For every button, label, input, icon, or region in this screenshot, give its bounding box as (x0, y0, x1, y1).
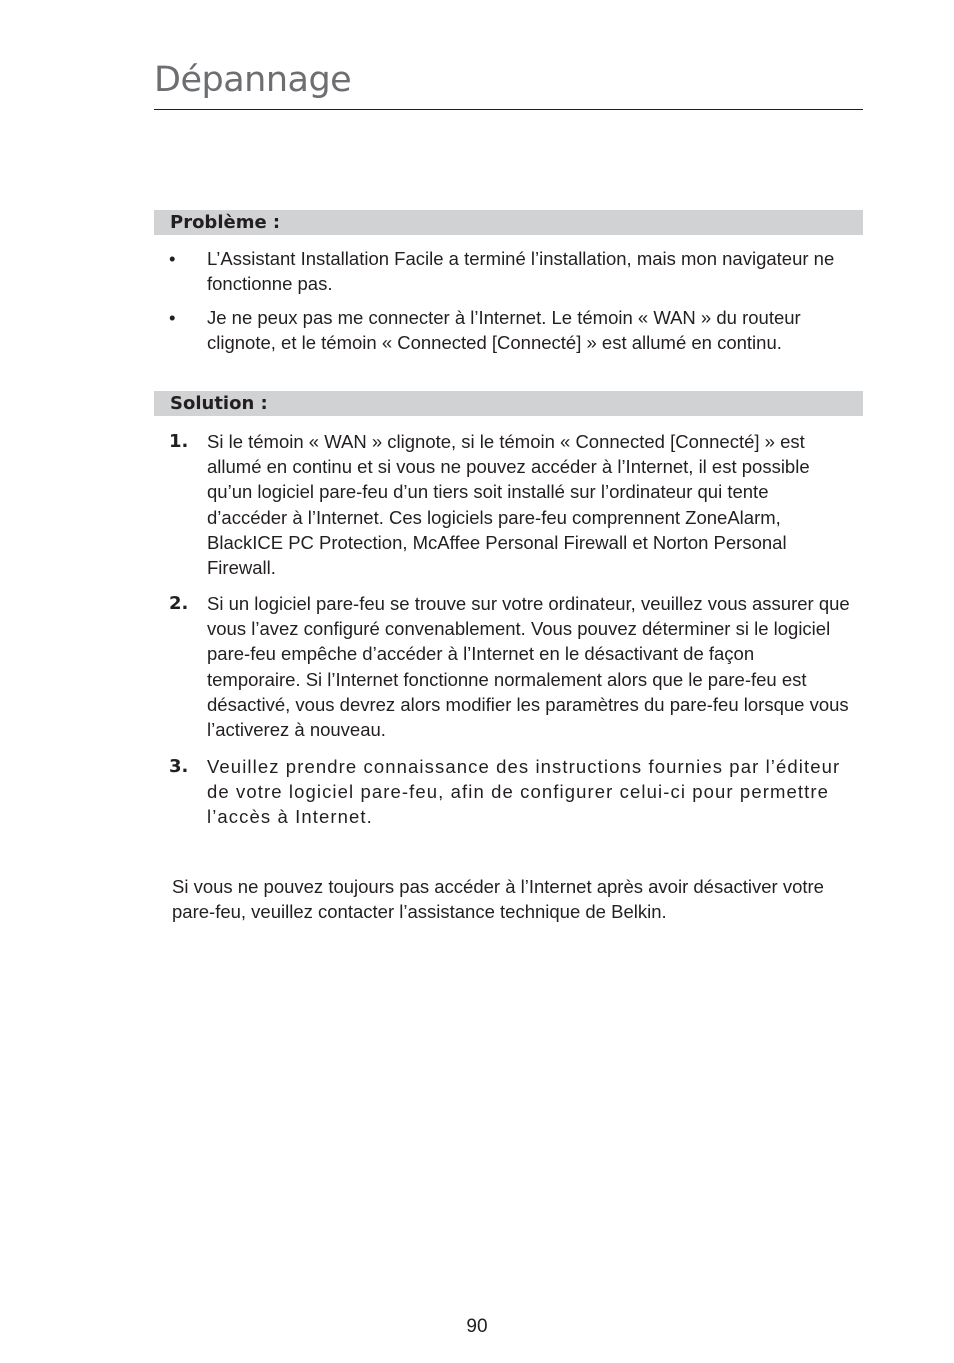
step-number-3: 3. (169, 756, 189, 777)
closing-paragraph: Si vous ne pouvez toujours pas accéder à l’Internet après avoir désactiver votre pare-feu, veuillez contacter l’assistance technique de Belkin. (172, 876, 824, 923)
title-divider (154, 109, 863, 110)
problem-item-1: L’Assistant Installation Facile a terminé l’installation, mais mon navigateur ne fonctionne pas. (207, 248, 835, 295)
solution-step-1: Si le témoin « WAN » clignote, si le témoin « Connected [Connecté] » est allumé en continu et si vous ne pouvez accéder à l’Internet, il est possible qu’un logiciel pare-feu d’un tiers soit installé sur l’ordinateur qui tente d’accéder à l’Internet. Ces logiciels pare-feu comprennent ZoneAlarm, BlackICE PC Protection, McAffee Personal Firewall et Norton Personal Firewall. (207, 431, 810, 579)
page-number: 90 (466, 1316, 488, 1337)
problem-item-2: Je ne peux pas me connecter à l’Internet. Le témoin « WAN » du routeur clignote, et le témoin « Connected [Connecté] » est allumé en continu. (207, 307, 801, 354)
problem-label: Problème : (170, 212, 281, 233)
solution-step-3: Veuillez prendre connaissance des instructions fournies par l’éditeur de votre logiciel pare-feu, afin de configurer celui-ci pour permettre l’accès à Internet. (207, 756, 841, 828)
solution-header (154, 391, 863, 416)
solution-label: Solution : (170, 393, 268, 414)
bullet-icon: • (169, 307, 176, 328)
step-number-1: 1. (169, 431, 189, 452)
problem-header (154, 210, 863, 235)
bullet-icon: • (169, 248, 176, 269)
solution-step-2: Si un logiciel pare-feu se trouve sur votre ordinateur, veuillez vous assurer que vous l’avez configuré convenablement. Vous pouvez déterminer si le logiciel pare-feu empêche d’accéder à l’Internet en le désactivant de façon temporaire. Si l’Internet fonctionne normalement alors que le pare-feu est désactivé, vous devrez alors modifier les paramètres du pare-feu lorsque vous l’activerez à nouveau. (207, 593, 850, 741)
step-number-2: 2. (169, 593, 189, 614)
page-title: Dépannage (154, 60, 352, 100)
